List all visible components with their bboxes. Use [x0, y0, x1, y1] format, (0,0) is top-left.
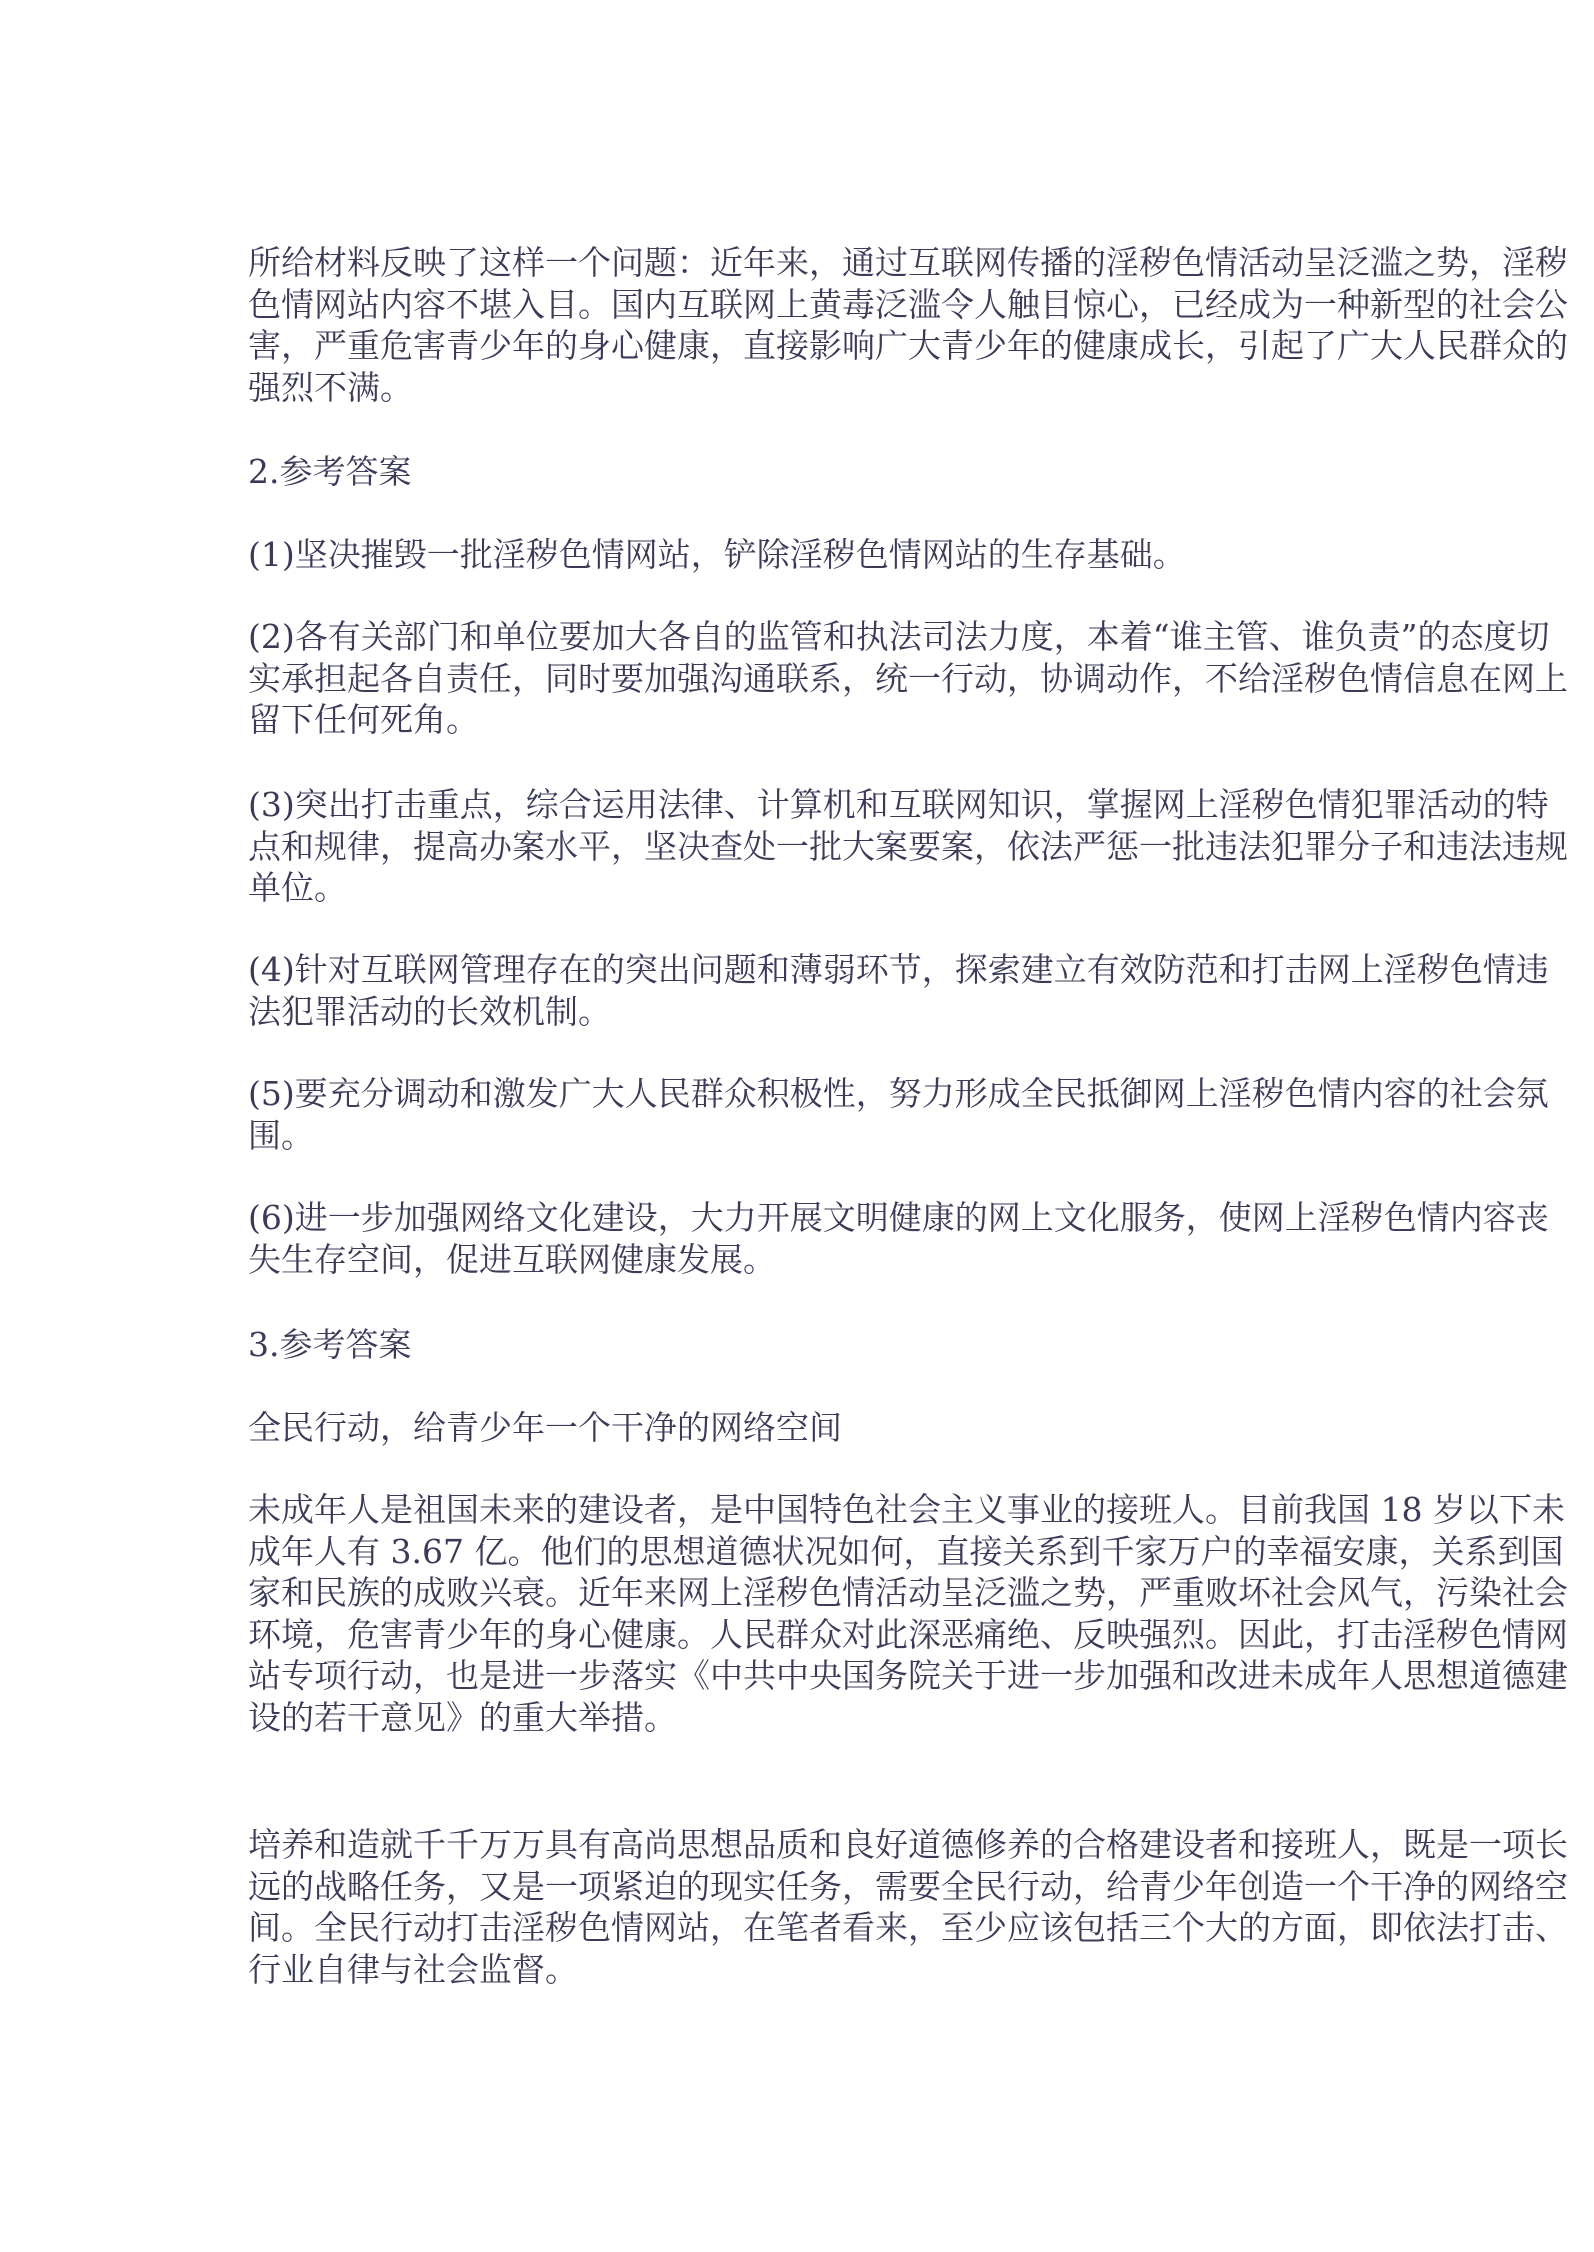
- text-line: 害，严重危害青少年的身心健康，直接影响广大青少年的健康成长，引起了广大人民群众的: [248, 326, 1568, 365]
- text-line: 设的若干意见》的重大举措。: [248, 1697, 677, 1737]
- heading-text: 2.参考答案: [248, 452, 412, 491]
- text-line: 色情网站内容不堪入目。国内互联网上黄毒泛滥令人触目惊心，已经成为一种新型的社会公: [248, 284, 1568, 324]
- text-line: 法犯罪活动的长效机制。: [248, 991, 611, 1031]
- answer-item-1: [248, 534, 1368, 576]
- text-line: 留下任何死角。: [248, 700, 479, 739]
- essay-paragraph-2: [248, 1824, 1568, 1990]
- answer-item-5: [248, 1073, 1549, 1156]
- section-2-heading: [248, 451, 1368, 493]
- section-3-heading: [248, 1324, 1368, 1366]
- text-line: 实承担起各自责任，同时要加强沟通联系，统一行动，协调动作，不给淫秽色情信息在网上: [248, 658, 1568, 698]
- text-line: 围。: [248, 1115, 314, 1155]
- text-line: 成年人有 3.67 亿。他们的思想道德状况如何，直接关系到千家万户的幸福安康，关系到国: [248, 1531, 1564, 1571]
- text-line: (2)各有关部门和单位要加大各自的监管和执法司法力度，本着“谁主管、谁负责”的态度切: [248, 617, 1550, 656]
- text-line: 强烈不满。: [248, 367, 413, 407]
- text-line: 远的战略任务，又是一项紧迫的现实任务，需要全民行动，给青少年创造一个干净的网络空: [248, 1866, 1568, 1906]
- text-line: 行业自律与社会监督。: [248, 1949, 578, 1989]
- text-line: 培养和造就千千万万具有高尚思想品质和良好道德修养的合格建设者和接班人，既是一项长: [248, 1825, 1568, 1864]
- text-line: (5)要充分调动和激发广大人民群众积极性，努力形成全民抵御网上淫秽色情内容的社会氛: [248, 1074, 1549, 1113]
- text-line: (3)突出打击重点，综合运用法律、计算机和互联网知识，掌握网上淫秽色情犯罪活动的特: [248, 785, 1549, 824]
- text-line: 点和规律，提高办案水平，坚决查处一批大案要案，依法严惩一批违法犯罪分子和违法违规: [248, 826, 1568, 866]
- text-line: 失生存空间，促进互联网健康发展。: [248, 1239, 776, 1279]
- answer-item-3: [248, 784, 1568, 909]
- answer-item-4: [248, 949, 1549, 1032]
- heading-text: 3.参考答案: [248, 1325, 412, 1364]
- title-text: 全民行动，给青少年一个干净的网络空间: [248, 1408, 842, 1447]
- text-line: (1)坚决摧毁一批淫秽色情网站，铲除淫秽色情网站的生存基础。: [248, 535, 1186, 574]
- answer-item-6: [248, 1197, 1549, 1280]
- answer-item-2: [248, 616, 1568, 741]
- text-line: 未成年人是祖国未来的建设者，是中国特色社会主义事业的接班人。目前我国 18 岁以下未: [248, 1490, 1565, 1529]
- intro-paragraph: [248, 242, 1568, 408]
- text-line: (6)进一步加强网络文化建设，大力开展文明健康的网上文化服务，使网上淫秽色情内容丧: [248, 1198, 1549, 1237]
- text-line: 单位。: [248, 868, 347, 907]
- text-line: 所给材料反映了这样一个问题：近年来，通过互联网传播的淫秽色情活动呈泛滥之势，淫秽: [248, 243, 1568, 282]
- text-line: 家和民族的成败兴衰。近年来网上淫秽色情活动呈泛滥之势，严重败坏社会风气，污染社会: [248, 1573, 1568, 1612]
- essay-title: [248, 1407, 1368, 1449]
- text-line: 间。全民行动打击淫秽色情网站，在笔者看来，至少应该包括三个大的方面，即依法打击、: [248, 1908, 1568, 1947]
- essay-paragraph-1: [248, 1489, 1568, 1738]
- text-line: (4)针对互联网管理存在的突出问题和薄弱环节，探索建立有效防范和打击网上淫秽色情违: [248, 950, 1549, 989]
- text-line: 站专项行动，也是进一步落实《中共中央国务院关于进一步加强和改进未成年人思想道德建: [248, 1656, 1568, 1695]
- text-line: 环境，危害青少年的身心健康。人民群众对此深恶痛绝、反映强烈。因此，打击淫秽色情网: [248, 1614, 1568, 1654]
